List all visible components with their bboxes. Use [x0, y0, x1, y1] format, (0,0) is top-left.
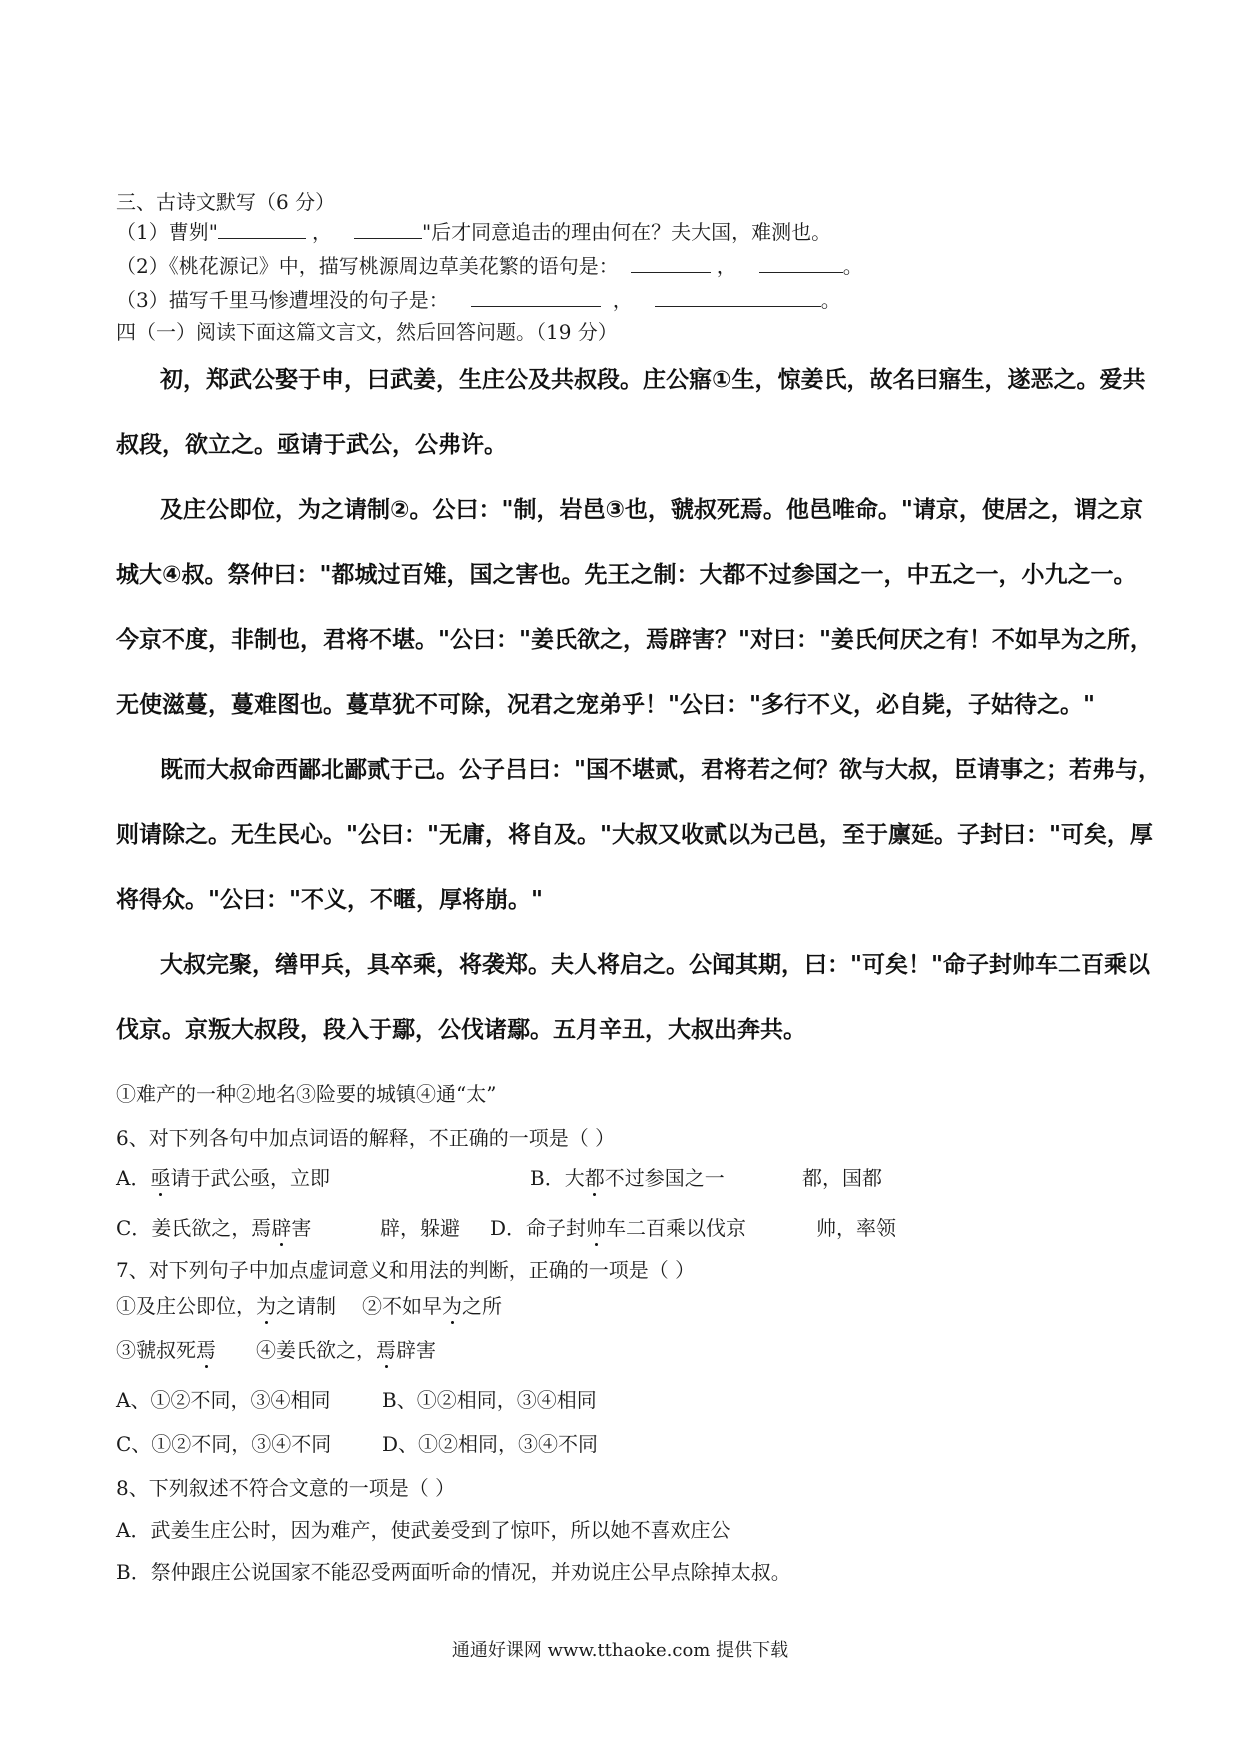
question-6-row-cd: [116, 1214, 896, 1242]
question-3-3: [116, 286, 841, 314]
question-7-row-ab: [116, 1386, 597, 1414]
passage-line: 将得众。"公曰："不义，不暱，厚将崩。": [116, 887, 543, 913]
q1-prefix: （1）曹刿": [116, 220, 218, 244]
passage-line: 无使滋蔓，蔓难图也。蔓草犹不可除，况君之宠弟乎！"公曰："多行不义，必自毙，子姑待之。": [116, 692, 1095, 718]
section3-heading: 三、古诗文默写（6 分）: [116, 190, 336, 214]
option-d[interactable]: D．命子封帅车二百乘以伐京: [490, 1216, 747, 1240]
option-c[interactable]: C、①②不同，③④不同: [116, 1432, 332, 1456]
passage-line: 城大④叔。祭仲曰："都城过百雉，国之害也。先王之制：大都不过参国之一，中五之一，小九之一。: [116, 562, 1137, 588]
question-3-2: [116, 252, 863, 280]
passage-line: 及庄公即位，为之请制②。公曰："制，岩邑③也，虢叔死焉。他邑唯命。"请京，使居之，谓之京: [160, 497, 1143, 523]
passage-line: 今京不度，非制也，君将不堪。"公曰："姜氏欲之，焉辟害？"对曰："姜氏何厌之有！不如早为之所，: [116, 627, 1153, 653]
q2-sep: ，: [716, 254, 737, 278]
passage-line: 则请除之。无生民心。"公曰："无庸，将自及。"大叔又收贰以为己邑，至于廪延。子封曰："可矣，厚: [116, 822, 1153, 848]
option-a[interactable]: A、①②不同，③④相同: [116, 1388, 331, 1412]
q3-sep: ，: [612, 288, 633, 312]
dotted-word: 亟: [150, 1166, 171, 1190]
footnotes: ①难产的一种②地名③险要的城镇④通“太”: [116, 1082, 497, 1106]
question-7-sentences-3-4: [116, 1336, 436, 1364]
dotted-word: 为: [442, 1294, 462, 1318]
sentence-4: ④姜氏欲之，焉辟害: [256, 1338, 436, 1362]
question-8-stem: 8、下列叙述不符合文意的一项是（ ）: [116, 1476, 456, 1500]
question-6-row-ab: [116, 1164, 882, 1192]
passage-line: 叔段，欲立之。亟请于武公，公弗许。: [116, 432, 507, 458]
option-c[interactable]: C．姜氏欲之，焉辟害: [116, 1216, 312, 1240]
q1-suffix: "后才同意追击的理由何在？夫大国，难测也。: [421, 220, 832, 244]
question-7-sentences-1-2: [116, 1292, 502, 1320]
answer-blank[interactable]: [631, 252, 711, 273]
question-6-stem: 6、对下列各句中加点词语的解释，不正确的一项是（ ）: [116, 1126, 616, 1150]
sentence-2: ②不如早为之所: [362, 1294, 502, 1318]
q3-prefix: （3）描写千里马惨遭埋没的句子是：: [116, 288, 449, 312]
section4-heading: 四（一）阅读下面这篇文言文，然后回答问题。（19 分）: [116, 320, 618, 344]
option-b[interactable]: B．祭仲跟庄公说国家不能忍受两面听命的情况，并劝说庄公早点除掉太叔。: [116, 1560, 791, 1584]
option-b[interactable]: B、①②相同，③④相同: [382, 1388, 597, 1412]
dotted-word: 帅: [586, 1216, 607, 1240]
dotted-word: 焉: [196, 1338, 216, 1362]
option-a[interactable]: A．亟请于武公: [116, 1166, 251, 1190]
q2-prefix: （2）《桃花源记》中，描写桃源周边草美花繁的语句是：: [116, 254, 619, 278]
dotted-word: 都: [584, 1166, 605, 1190]
passage-line: 既而大叔命西鄙北鄙贰于己。公子吕曰："国不堪贰，君将若之何？欲与大叔，臣请事之；若弗与，: [160, 757, 1161, 783]
answer-blank[interactable]: [759, 252, 843, 273]
dotted-word: 为: [256, 1294, 276, 1318]
option-b-gloss: 都，国都: [802, 1166, 882, 1190]
passage-line: 伐京。京叛大叔段，段入于鄢，公伐诸鄢。五月辛丑，大叔出奔共。: [116, 1017, 806, 1043]
answer-blank[interactable]: [655, 286, 821, 307]
option-c-gloss: 辟，躲避: [380, 1216, 460, 1240]
answer-blank[interactable]: [471, 286, 601, 307]
q1-sep: ，: [311, 220, 332, 244]
option-b[interactable]: B．大都不过参国之一: [530, 1166, 725, 1190]
option-a-gloss: 亟，立即: [250, 1166, 330, 1190]
dotted-word: 焉: [376, 1338, 396, 1362]
page-footer: 通通好课网 www.tthaoke.com 提供下载: [451, 1640, 789, 1661]
q3-suffix: 。: [820, 288, 841, 312]
question-7-stem: 7、对下列句子中加点虚词意义和用法的判断，正确的一项是（ ）: [116, 1258, 696, 1282]
answer-blank[interactable]: [218, 218, 306, 239]
option-d-gloss: 帅，率领: [816, 1216, 896, 1240]
passage-line: 初，郑武公娶于申，曰武姜，生庄公及共叔段。庄公寤①生，惊姜氏，故名曰寤生，遂恶之。爱共: [160, 367, 1146, 393]
sentence-3: ③虢叔死焉: [116, 1338, 216, 1362]
answer-blank[interactable]: [354, 218, 422, 239]
passage-line: 大叔完聚，缮甲兵，具卒乘，将袭郑。夫人将启之。公闻其期，曰："可矣！"命子封帅车二百乘以: [160, 952, 1150, 978]
q2-suffix: 。: [842, 254, 863, 278]
question-7-row-cd: [116, 1430, 598, 1458]
question-3-1: [116, 218, 831, 246]
dotted-word: 辟: [271, 1216, 292, 1240]
sentence-1: ①及庄公即位，为之请制: [116, 1294, 336, 1318]
option-a[interactable]: A．武姜生庄公时，因为难产，使武姜受到了惊吓，所以她不喜欢庄公: [116, 1518, 731, 1542]
option-d[interactable]: D、①②相同，③④不同: [382, 1432, 599, 1456]
